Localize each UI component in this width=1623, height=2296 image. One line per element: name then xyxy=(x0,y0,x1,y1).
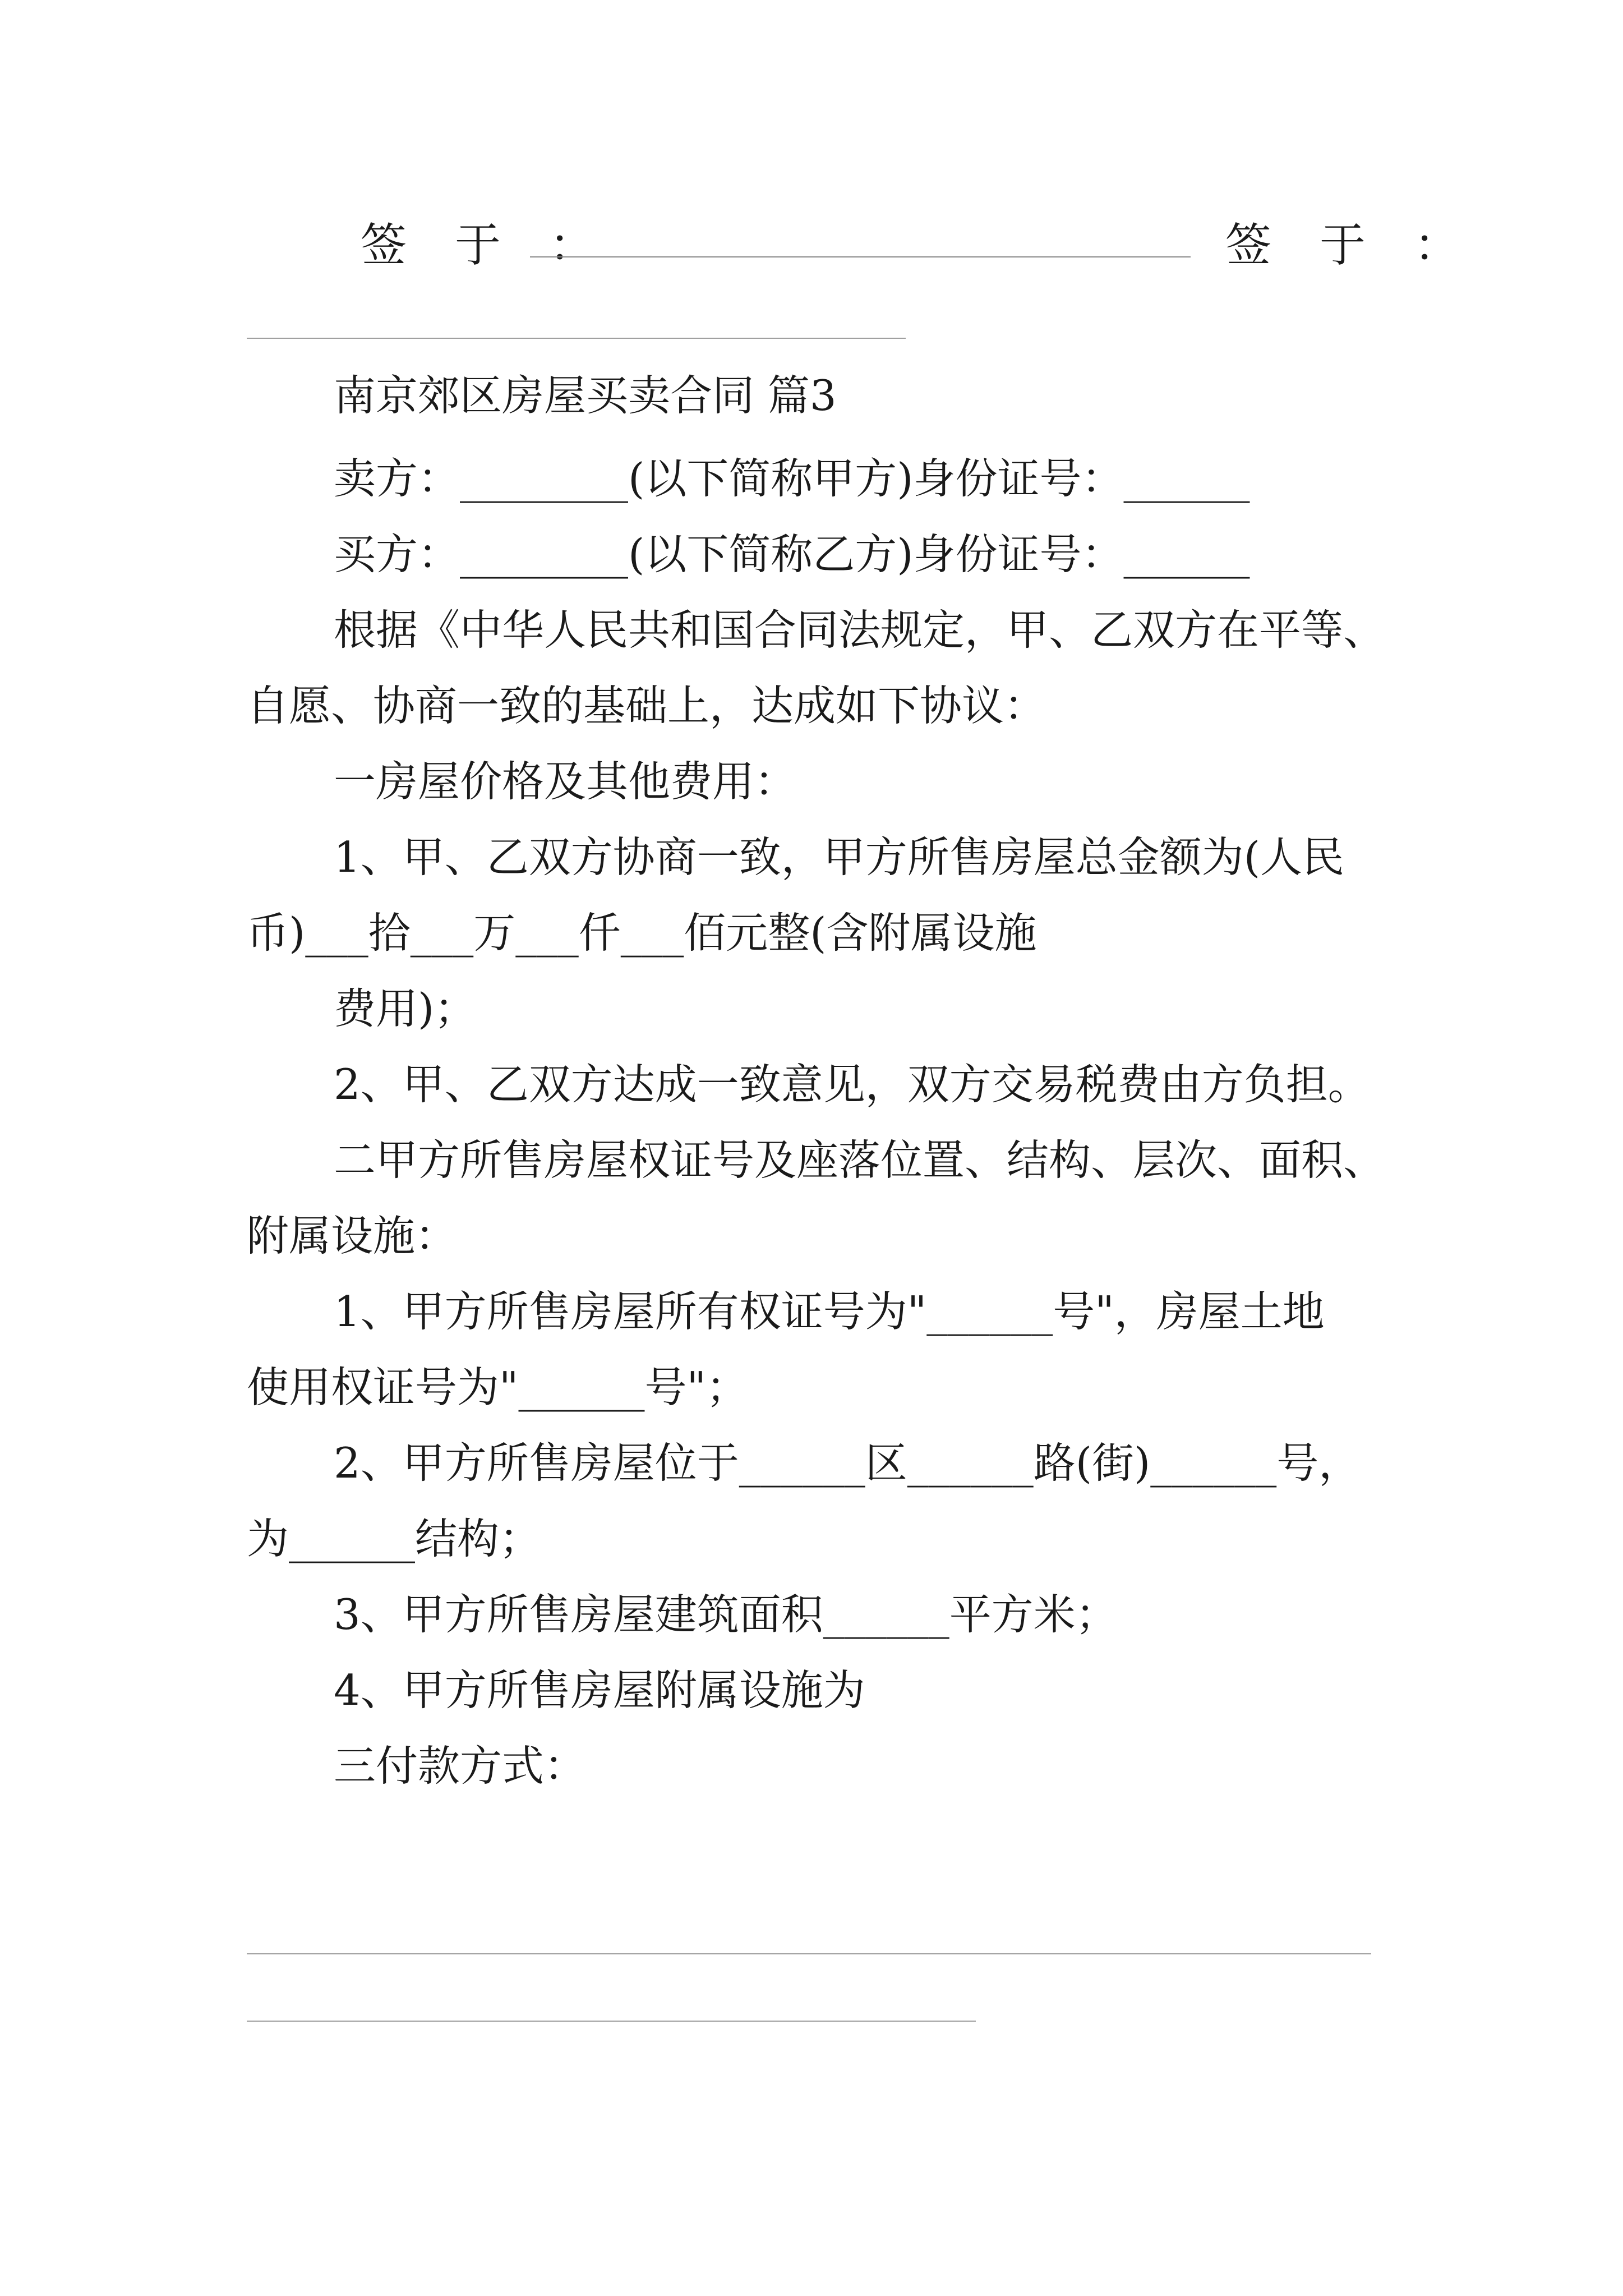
seller-line: 卖方：________(以下简称甲方)身份证号：______ xyxy=(334,454,1250,503)
signature-blank-left xyxy=(530,256,1191,257)
section2-heading-line2: 附属设施： xyxy=(247,1211,458,1260)
document-title: 南京郊区房屋买卖合同 篇3 xyxy=(334,371,837,420)
blank-rule-line xyxy=(247,2021,976,2022)
signature-blank-right xyxy=(247,338,906,339)
section2-heading-line1: 二甲方所售房屋权证号及座落位置、结构、层次、面积、 xyxy=(334,1135,1386,1185)
section3-heading: 三付款方式： xyxy=(334,1741,587,1791)
section2-item3: 3、甲方所售房屋建筑面积______平方米； xyxy=(334,1590,1118,1639)
blank-rule-line xyxy=(247,1953,1371,1954)
basis-paragraph-line1: 根据《中华人民共和国合同法规定，甲、乙双方在平等、 xyxy=(334,605,1386,655)
section2-item4: 4、甲方所售房屋附属设施为 xyxy=(334,1665,865,1715)
signature-label-right: 签 于 ： xyxy=(1225,219,1477,272)
section1-item1-line2: 币)___拾___万___仟___佰元整(含附属设施 xyxy=(247,908,1037,958)
section1-heading: 一房屋价格及其他费用： xyxy=(334,757,797,806)
section2-item2-line1: 2、甲方所售房屋位于______区______路(街)______号， xyxy=(334,1438,1361,1488)
basis-paragraph-line2: 自愿、协商一致的基础上，达成如下协议： xyxy=(247,681,1046,730)
section2-item2-line2: 为______结构； xyxy=(247,1514,542,1563)
buyer-line: 买方：________(以下简称乙方)身份证号：______ xyxy=(334,530,1250,579)
section1-item2: 2、甲、乙双方达成一致意见，双方交易税费由方负担。 xyxy=(334,1060,1370,1109)
signature-label-left: 签 于 ： xyxy=(361,219,612,272)
section1-item1-line1: 1、甲、乙双方协商一致，甲方所售房屋总金额为(人民 xyxy=(334,832,1344,882)
section2-item1-line1: 1、甲方所售房屋所有权证号为"______号"，房屋土地 xyxy=(334,1287,1325,1336)
section1-item1-line3: 费用)； xyxy=(334,984,477,1033)
section2-item1-line2: 使用权证号为"______号"； xyxy=(247,1363,748,1412)
